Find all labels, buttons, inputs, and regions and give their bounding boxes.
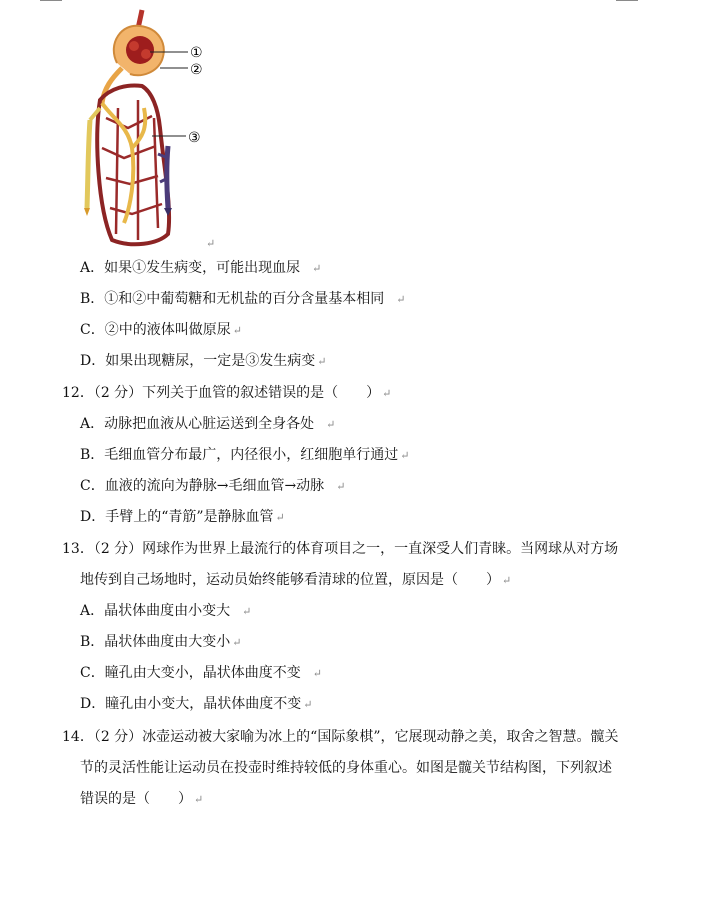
q12-option-a	[80, 414, 335, 435]
q14-stem-line-3-text: 错误的是（ ）	[80, 791, 192, 807]
paragraph-mark: ↵	[326, 418, 336, 431]
q13-option-a	[80, 601, 251, 622]
page-corner-mark-left	[40, 0, 62, 1]
q11-option-b	[80, 289, 406, 310]
q12-option-c	[80, 476, 345, 497]
q12-stem-text: 12．（2 分）下列关于血管的叙述错误的是（ ）	[62, 385, 381, 401]
paragraph-mark: ↵	[502, 574, 512, 587]
q14-stem-line-3	[80, 789, 203, 810]
paragraph-mark: ↵	[382, 387, 392, 400]
q11-option-a	[80, 258, 321, 279]
q13-stem-line-1	[62, 539, 618, 559]
paragraph-mark: ↵	[400, 449, 410, 462]
page-corner-mark-right	[616, 0, 638, 1]
figure-label-1: ①	[190, 45, 203, 61]
paragraph-mark: ↵	[312, 262, 322, 275]
q13-stem-line-2-text: 地传到自己场地时，运动员始终能够看清球的位置，原因是（ ）	[80, 572, 500, 588]
paragraph-mark: ↵	[275, 511, 285, 524]
nephron-figure	[72, 8, 222, 248]
q13-option-d-text: D．瞳孔由小变大，晶状体曲度不变	[80, 696, 302, 712]
q13-stem-line-1-text: 13．（2 分）网球作为世界上最流行的体育项目之一，一直深受人们青睐。当网球从对方场	[62, 541, 619, 557]
q14-stem-line-2	[80, 758, 612, 778]
nephron-illustration	[72, 8, 222, 248]
q12-option-b	[80, 445, 410, 466]
q11-option-d	[80, 351, 326, 372]
paragraph-mark: ↵	[396, 293, 406, 306]
paragraph-mark: ↵	[312, 667, 322, 680]
q13-option-c-text: C．瞳孔由大变小，晶状体曲度不变	[80, 665, 301, 681]
q14-stem-line-1	[62, 727, 618, 747]
paragraph-mark: ↵	[232, 636, 242, 649]
figure-label-2: ②	[190, 62, 203, 78]
q13-stem-line-2	[80, 570, 511, 591]
q12-option-d	[80, 507, 285, 528]
q14-stem-line-1-text: 14．（2 分）冰壶运动被大家喻为冰上的“国际象棋”，它展现动静之美，取舍之智慧。髋关	[62, 729, 619, 745]
paragraph-mark: ↵	[206, 237, 216, 250]
q12-option-d-text: D．手臂上的“青筋”是静脉血管	[80, 509, 274, 525]
q12-option-a-text: A．动脉把血液从心脏运送到全身各处	[80, 416, 315, 432]
q12-option-c-text: C．血液的流向为静脉→毛细血管→动脉	[80, 478, 325, 494]
q11-option-c-text: C．②中的液体叫做原尿	[80, 322, 231, 338]
figure-label-3: ③	[188, 130, 201, 146]
q13-option-c	[80, 663, 322, 684]
q11-option-b-text: B．①和②中葡萄糖和无机盐的百分含量基本相同	[80, 291, 385, 307]
paragraph-mark: ↵	[194, 793, 204, 806]
paragraph-mark: ↵	[336, 480, 346, 493]
q11-option-d-text: D．如果出现糖尿，一定是③发生病变	[80, 353, 316, 369]
paragraph-mark: ↵	[303, 698, 313, 711]
q13-option-a-text: A．晶状体曲度由小变大	[80, 603, 231, 619]
q12-option-b-text: B．毛细血管分布最广，内径很小，红细胞单行通过	[80, 447, 399, 463]
q12-stem	[62, 383, 391, 404]
q13-option-d	[80, 694, 312, 715]
q11-option-c	[80, 320, 242, 341]
paragraph-mark: ↵	[242, 605, 252, 618]
paragraph-mark: ↵	[317, 355, 327, 368]
q11-option-a-text: A．如果①发生病变，可能出现血尿	[80, 260, 301, 276]
q13-option-b-text: B．晶状体曲度由大变小	[80, 634, 231, 650]
q13-option-b	[80, 632, 242, 653]
q14-stem-line-2-text: 节的灵活性能让运动员在投壶时维持较低的身体重心。如图是髋关节结构图，下列叙述	[80, 760, 612, 776]
paragraph-mark: ↵	[232, 324, 242, 337]
